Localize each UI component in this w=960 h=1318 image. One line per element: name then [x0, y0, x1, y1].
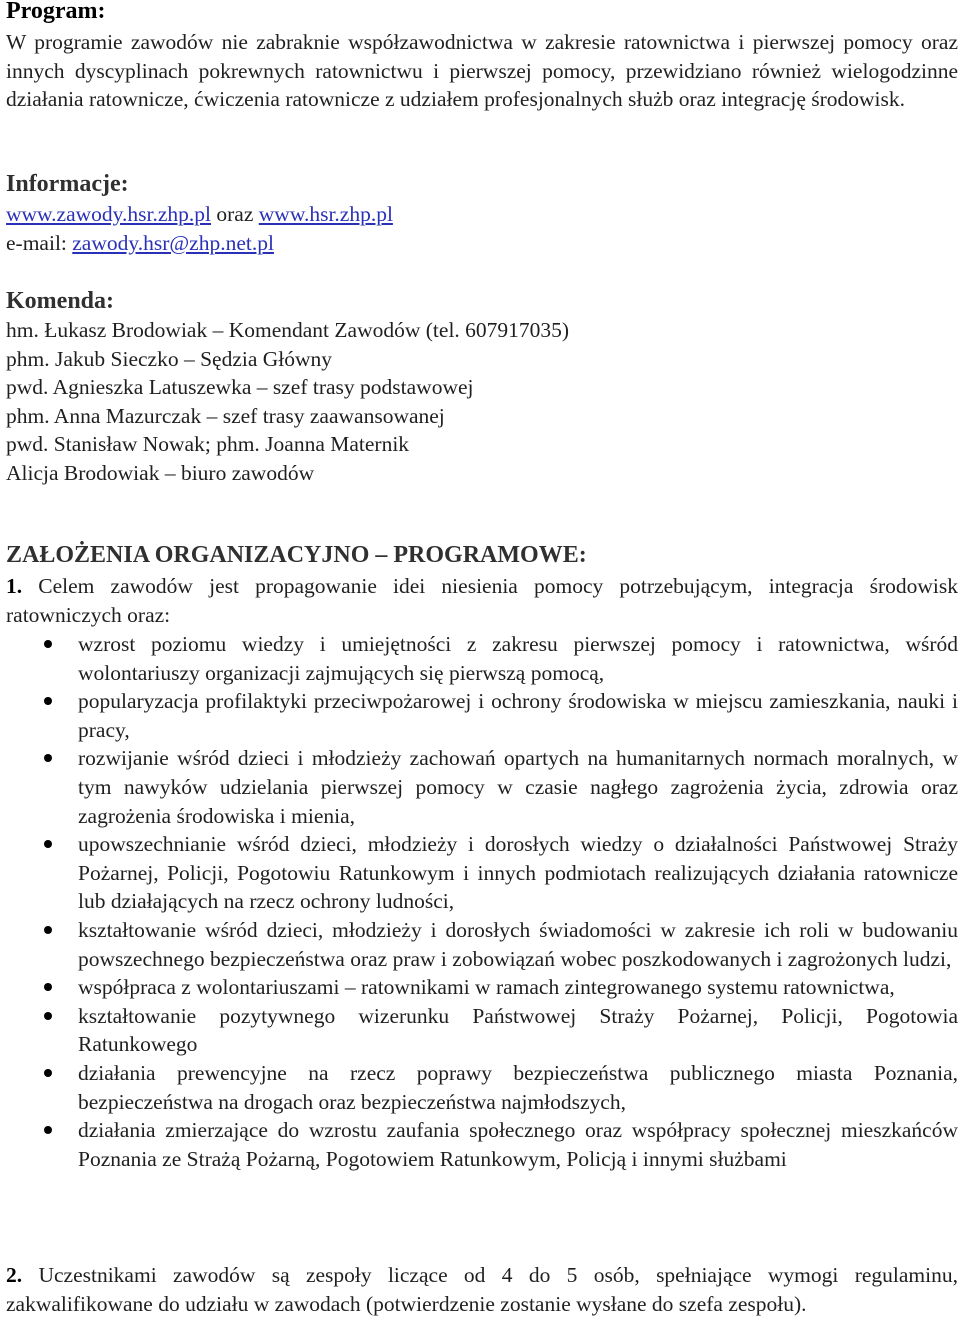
item-text: Celem zawodów jest propagowanie idei niesienia pomocy potrzebującym, integracja środowisk ratowniczych oraz: [6, 574, 958, 627]
email-line [6, 229, 274, 258]
komenda-member: pwd. Stanisław Nowak; phm. Joanna Maternik [6, 432, 410, 457]
bullet-item: wzrost poziomu wiedzy i umiejętności z zakresu pierwszej pomocy i ratownictwa, wśród wolontariuszy organizacji zajmujących się pierwszą pomocą, [6, 630, 958, 687]
goals-bullet-list [6, 630, 958, 1173]
bullet-item: kształtowanie wśród dzieci, młodzieży i dorosłych świadomości w zakresie ich roli w budowaniu powszechnego bezpieczeństwa oraz praw i zobowiązań wobec poszkodowanych i zagrożonych ludzi, [6, 916, 958, 973]
komenda-list [6, 316, 569, 488]
email-label: e-mail: [6, 231, 67, 255]
komenda-member: pwd. Agnieszka Latuszewka – szef trasy podstawowej [6, 375, 474, 400]
hsr-website-link[interactable]: www.hsr.zhp.pl [258, 202, 393, 226]
numbered-item-2 [6, 1261, 958, 1318]
numbered-item-1 [6, 572, 958, 629]
komenda-member: Alicja Brodowiak – biuro zawodów [6, 460, 315, 485]
bullet-item: popularyzacja profilaktyki przeciwpożarowej i ochrony środowiska w miejscu zamieszkania, nauki i pracy, [6, 687, 958, 744]
item-number: 1. [6, 574, 23, 598]
bullet-item: działania prewencyjne na rzecz poprawy bezpieczeństwa publicznego miasta Poznania, bezpieczeństwa na drogach oraz bezpieczeństwa najmłodszych, [6, 1059, 958, 1116]
komenda-member: hm. Łukasz Brodowiak – Komendant Zawodów (tel. 607917035) [6, 318, 570, 342]
program-paragraph: W programie zawodów nie zabraknie współzawodnictwa w zakresie ratownictwa i pierwszej pomocy oraz innych dyscyplinach pokrewnych ratownictwu i pierwszej pomocy, przewidziano również wielogodzinne działania ratownicze, ćwiczenia ratownicze z udziałem profesjonalnych służb oraz integrację środowisk. [6, 30, 958, 112]
links-conjunction: oraz [216, 202, 254, 226]
bullet-item: współpraca z wolontariuszami – ratownikami w ramach zintegrowanego systemu ratownictwa, [6, 973, 958, 1002]
info-links-line [6, 200, 393, 229]
bullet-item: kształtowanie pozytywnego wizerunku Państwowej Straży Pożarnej, Policji, Pogotowia Ratunkowego [6, 1002, 958, 1059]
zawody-website-link[interactable]: www.zawody.hsr.zhp.pl [6, 202, 212, 226]
item-text: Uczestnikami zawodów są zespoły liczące od 4 do 5 osób, spełniające wymogi regulaminu, zakwalifikowane do udziału w zawodach (potwierdzenie zostanie wysłane do szefa zespołu). [6, 1263, 958, 1316]
komenda-member: phm. Anna Mazurczak – szef trasy zaawansowanej [6, 403, 445, 428]
bullet-item: rozwijanie wśród dzieci i młodzieży zachowań opartych na humanitarnych normach moralnych, w tym nawyków udzielania pierwszej pomocy w czasie nagłego zagrożenia życia, zdrowia oraz zagrożenia środowiska i mienia, [6, 744, 958, 830]
email-link[interactable]: zawody.hsr@zhp.net.pl [72, 231, 274, 255]
bullet-item: działania zmierzające do wzrostu zaufania społecznego oraz współpracy społecznej mieszkańców Poznania ze Strażą Pożarną, Pogotowiem Ratunkowym, Policją i innymi służbami [6, 1116, 958, 1173]
program-heading: Program: [6, 0, 106, 24]
komenda-member: phm. Jakub Sieczko – Sędzia Główny [6, 346, 333, 371]
bullet-item: upowszechnianie wśród dzieci, młodzieży i dorosłych wiedzy o działalności Państwowej Straży Pożarnej, Policji, Pogotowiu Ratunkowym i innych podmiotach realizujących działania ratownicze lub działających na rzecz ochrony ludności, [6, 830, 958, 916]
komenda-heading: Komenda: [6, 288, 114, 314]
item-number: 2. [6, 1263, 23, 1287]
zalozenia-heading: ZAŁOŻENIA ORGANIZACYJNO – PROGRAMOWE: [6, 542, 587, 568]
info-heading: Informacje: [6, 171, 129, 197]
